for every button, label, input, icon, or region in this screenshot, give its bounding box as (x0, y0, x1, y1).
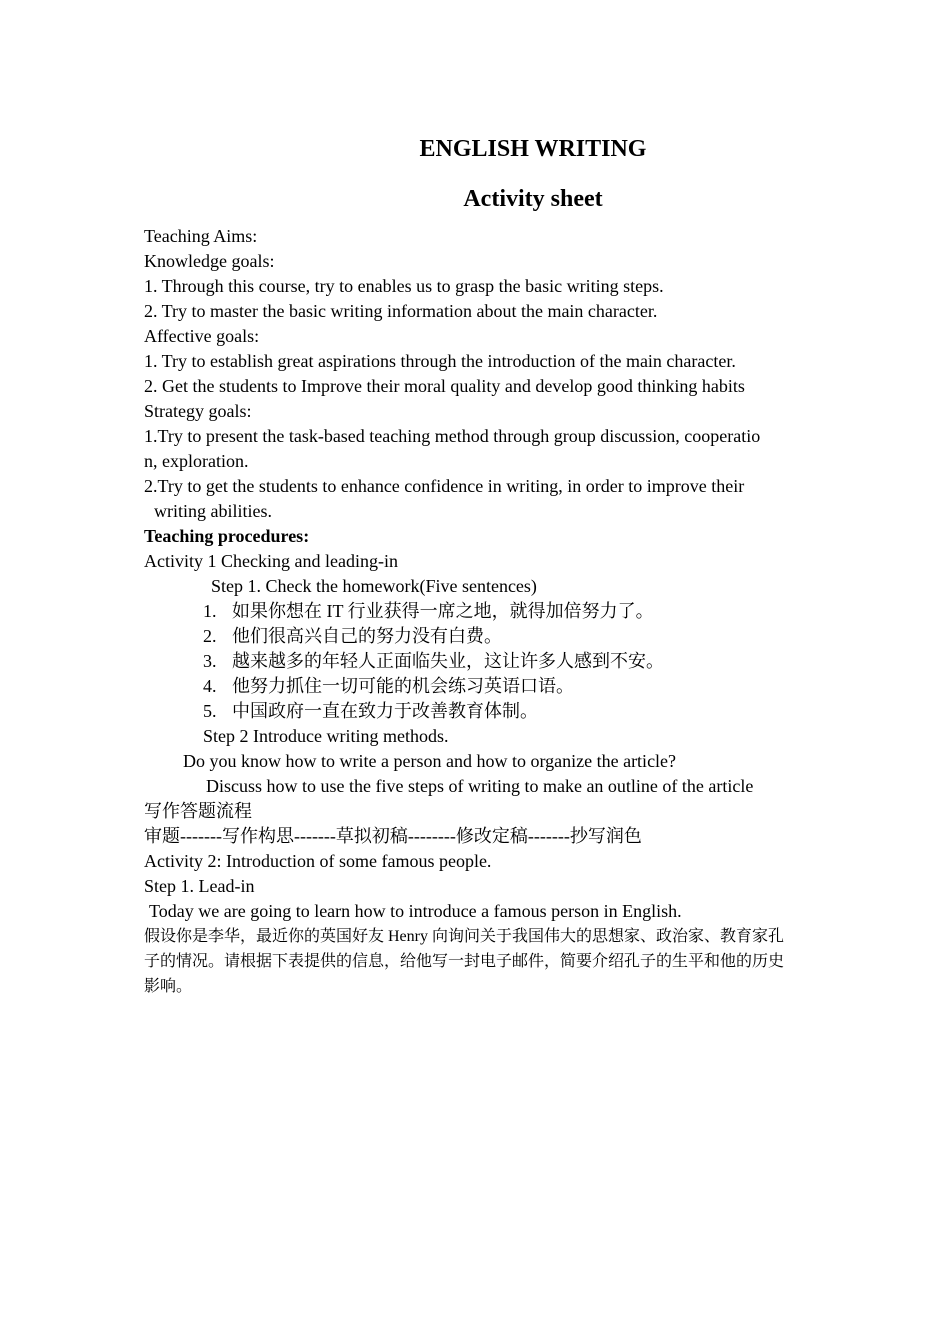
sentence-text: 他们很高兴自己的努力没有白费。 (232, 626, 502, 646)
sentence-number: 2. (203, 626, 217, 646)
teaching-procedures-heading: Teaching procedures: (144, 526, 310, 546)
homework-sentence (144, 649, 814, 674)
activity1-step1: Step 1. Check the homework(Five sentences) (211, 576, 537, 596)
task-description-line: 影响。 (144, 978, 193, 995)
affective-goal-item: 2. Get the students to Improve their moral quality and develop good thinking habits (144, 376, 745, 396)
writing-flow-title: 写作答题流程 (144, 801, 252, 821)
teaching-aims-heading: Teaching Aims: (144, 226, 258, 246)
activity1-discuss: Discuss how to use the five steps of writing to make an outline of the article (206, 776, 754, 796)
homework-sentence (144, 674, 814, 699)
knowledge-goal-item: 2. Try to master the basic writing information about the main character. (144, 301, 658, 321)
activity1-question: Do you know how to write a person and how to organize the article? (183, 751, 677, 771)
strategy-goal-item-line: 2.Try to get the students to enhance confidence in writing, in order to improve their (144, 476, 745, 496)
strategy-goal-item-line: n, exploration. (144, 451, 249, 471)
sentence-number: 1. (203, 601, 217, 621)
writing-flow-steps: 审题-------写作构思-------草拟初稿--------修改定稿-------抄写润色 (144, 826, 642, 846)
homework-sentence (144, 699, 814, 724)
task-description-line: 子的情况。请根据下表提供的信息，给他写一封电子邮件，简要介绍孔子的生平和他的历史 (144, 953, 785, 970)
activity2-heading: Activity 2: Introduction of some famous people. (144, 851, 492, 871)
sentence-number: 5. (203, 701, 217, 721)
task-description-line: 假设你是李华，最近你的英国好友 Henry 向询问关于我国伟大的思想家、政治家、教育家孔 (144, 928, 784, 945)
affective-goal-item: 1. Try to establish great aspirations through the introduction of the main character. (144, 351, 736, 371)
strategy-goals-heading: Strategy goals: (144, 401, 252, 421)
sentence-text: 他努力抓住一切可能的机会练习英语口语。 (232, 676, 574, 696)
page-title: ENGLISH WRITING (419, 136, 647, 162)
homework-sentence (144, 624, 814, 649)
sentence-text: 中国政府一直在致力于改善教育体制。 (232, 701, 538, 721)
strategy-goal-item-line: writing abilities. (154, 501, 272, 521)
page-subtitle: Activity sheet (463, 186, 603, 212)
strategy-goal-item-line: 1.Try to present the task-based teaching method through group discussion, cooperatio (144, 426, 761, 446)
activity1-heading: Activity 1 Checking and leading-in (144, 551, 398, 571)
affective-goals-heading: Affective goals: (144, 326, 260, 346)
knowledge-goal-item: 1. Through this course, try to enables us to grasp the basic writing steps. (144, 276, 664, 296)
sentence-text: 越来越多的年轻人正面临失业，这让许多人感到不安。 (232, 651, 664, 671)
sentence-text: 如果你想在 IT 行业获得一席之地，就得加倍努力了。 (232, 601, 654, 621)
sentence-number: 3. (203, 651, 217, 671)
document-body (144, 224, 814, 999)
activity2-step1: Step 1. Lead-in (144, 876, 255, 896)
sentence-number: 4. (203, 676, 217, 696)
homework-sentence (144, 599, 814, 624)
activity1-step2: Step 2 Introduce writing methods. (203, 726, 449, 746)
knowledge-goals-heading: Knowledge goals: (144, 251, 275, 271)
activity2-today: Today we are going to learn how to introduce a famous person in English. (149, 901, 682, 921)
